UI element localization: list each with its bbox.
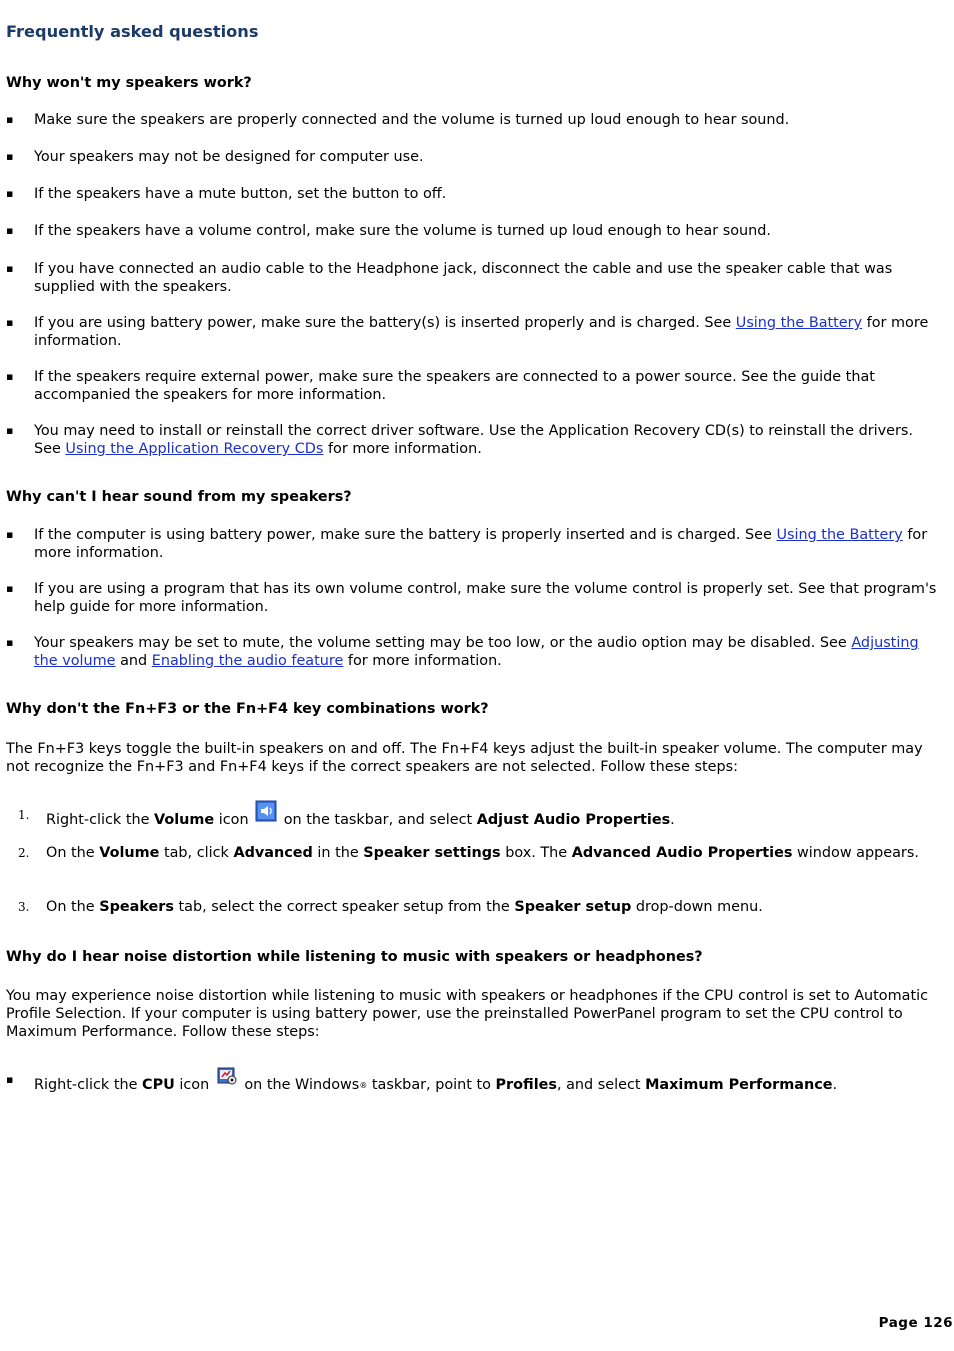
bullet	[6, 222, 26, 240]
step-number: 1.	[18, 808, 30, 822]
question-no-sound: Why can't I hear sound from my speakers?	[6, 489, 352, 505]
list-item: ▪ If you have connected an audio cable to the Headphone jack, disconnect the cable and use the speaker cable that was supplied with the speakers.	[6, 260, 938, 296]
link-using-the-battery-2[interactable]: Using the Battery	[776, 527, 903, 543]
list-item: ▪ Your speakers may be set to mute, the volume setting may be too low, or the audio option may be disabled. See Adjusting the volume and Enabling the audio feature for more information.	[6, 634, 938, 670]
page-number: Page 126	[878, 1315, 953, 1331]
bullet	[6, 634, 26, 652]
list-item: ▪ Make sure the speakers are properly connected and the volume is turned up loud enough to hear sound.	[6, 111, 938, 129]
list-item: ▪ You may need to install or reinstall the correct driver software. Use the Application Recovery CD(s) to reinstall the drivers. See Using the Application Recovery CDs for more information.	[6, 422, 938, 458]
numbered-step: 3. On the Speakers tab, select the correct speaker setup from the Speaker setup drop-down menu.	[18, 899, 763, 915]
bullet	[6, 580, 26, 598]
link-enabling-audio-feature[interactable]: Enabling the audio feature	[151, 653, 344, 669]
list-item: ▪ Your speakers may not be designed for computer use.	[6, 148, 938, 166]
numbered-step: 1. Right-click the Volume icon on the taskbar, and select Adjust Audio Properties.	[6, 806, 938, 829]
bullet	[6, 368, 26, 386]
link-application-recovery-cds[interactable]: Using the Application Recovery CDs	[65, 441, 324, 457]
link-adjusting-the-volume[interactable]: Adjusting the volume	[34, 635, 919, 669]
list-item: ▪ Right-click the CPU icon on the Windows® taskbar, point to Profiles, and select Maximum Performance.	[6, 1071, 938, 1095]
cpu-icon	[216, 1065, 238, 1087]
bullet	[6, 1071, 26, 1089]
paragraph-fn-keys-intro: The Fn+F3 keys toggle the built-in speakers on and off. The Fn+F4 keys adjust the built-in speaker volume. The computer may not recognize the Fn+F3 and Fn+F4 keys if the correct speakers are not selected. Follow these steps:	[6, 741, 923, 775]
bullet	[6, 185, 26, 203]
question-speakers-not-working: Why won't my speakers work?	[6, 75, 252, 91]
list-item: ▪ If the speakers have a volume control, make sure the volume is turned up loud enough to hear sound.	[6, 222, 938, 240]
numbered-step: 2. On the Volume tab, click Advanced in the Speaker settings box. The Advanced Audio Properties window appears.	[18, 845, 919, 861]
step-number: 2.	[18, 846, 30, 860]
list-item: ▪ If the speakers require external power, make sure the speakers are connected to a power source. See the guide that accompanied the speakers for more information.	[6, 368, 938, 404]
bullet	[6, 111, 26, 129]
question-fn-keys: Why don't the Fn+F3 or the Fn+F4 key combinations work?	[6, 701, 489, 717]
bullet	[6, 526, 26, 544]
paragraph-noise-intro: You may experience noise distortion while listening to music with speakers or headphones if the CPU control is set to Automatic Profile Selection. If your computer is using battery power, use the preinstalled PowerPanel program to set the CPU control to Maximum Performance. Follow these steps:	[6, 988, 928, 1040]
link-using-the-battery[interactable]: Using the Battery	[735, 315, 863, 331]
volume-icon	[255, 800, 277, 822]
step-number: 3.	[18, 900, 30, 914]
page-title: Frequently asked questions	[6, 22, 259, 41]
bullet	[6, 148, 26, 166]
list-item: ▪ If the computer is using battery power, make sure the battery is properly inserted and is charged. See Using the Battery for more information.	[6, 526, 938, 562]
bullet	[6, 422, 26, 440]
list-item: ▪ If you are using battery power, make sure the battery(s) is inserted properly and is charged. See Using the Battery for more information.	[6, 314, 938, 350]
list-item: ▪ If you are using a program that has its own volume control, make sure the volume control is properly set. See that program's help guide for more information.	[6, 580, 938, 616]
list-item: ▪ If the speakers have a mute button, set the button to off.	[6, 185, 938, 203]
bullet	[6, 260, 26, 278]
question-noise-distortion: Why do I hear noise distortion while listening to music with speakers or headphones?	[6, 949, 703, 965]
bullet	[6, 314, 26, 332]
